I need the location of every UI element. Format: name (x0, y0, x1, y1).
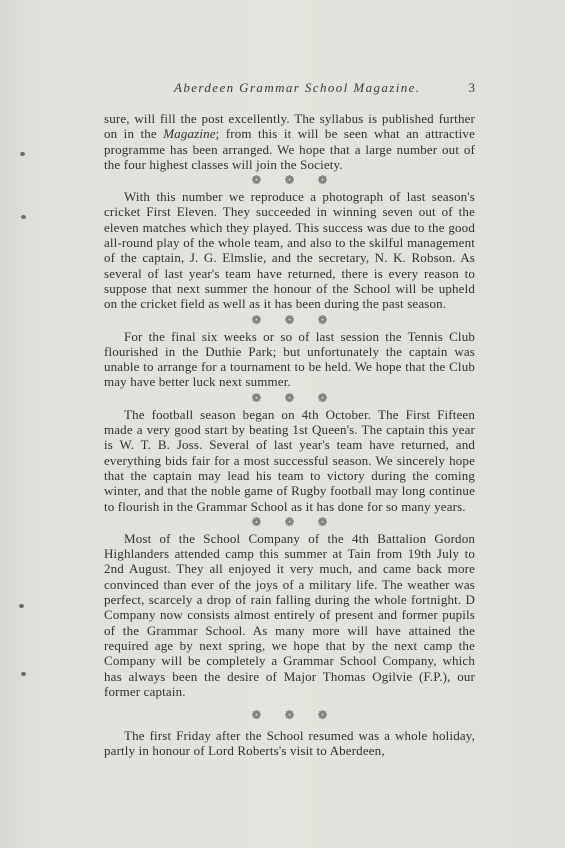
paragraph-football: The football season began on 4th October. The First Fifteen made a very good start by beating 1st Queen's. The captain this year is W. T. B. Joss. Several of last year's team have returned, and everything bids fair for a most successful season. We sincerely hope that the captain may lead his team to victory during the coming winter, and that the noble game of Rugby football may long continue to flourish in the Grammar School as it has done for so many years. (104, 406, 475, 514)
margin-mark (20, 152, 25, 156)
section-ornament: ❁ ❁ ❁ (251, 312, 338, 327)
magazine-italic: Magazine (163, 126, 216, 142)
paragraph-society: sure, will fill the post excellently. The syllabus is published further on in the Magazine; from this it will be seen what an attractive programme has been arranged. We hope that a large number out of the four highest classes will join the Society. (104, 111, 475, 172)
paragraph-holiday: The first Friday after the School resumed was a whole holiday, partly in honour of Lord Roberts's visit to Aberdeen, (104, 728, 475, 759)
section-ornament: ❁ ❁ ❁ (251, 173, 338, 188)
article-body (104, 111, 475, 759)
page-number: 3 (468, 80, 475, 95)
margin-mark (19, 604, 24, 608)
margin-mark (21, 215, 26, 219)
section-ornament: ❁ ❁ ❁ (251, 708, 338, 723)
section-ornament: ❁ ❁ ❁ (251, 390, 338, 405)
margin-mark (21, 672, 26, 676)
page-header (104, 80, 475, 100)
paragraph-cricket: With this number we reproduce a photograph of last season's cricket First Eleven. They succeeded in winning seven out of the eleven matches which they played. This success was due to the good all-round play of the whole team, and also to the skilful management of the captain, J. G. Elmslie, and the secretary, N. K. Robson. As several of last year's team have returned, there is every reason to suppose that next summer the honour of the School will be upheld on the cricket field as well as it has been during the past season. (104, 189, 475, 312)
running-title: Aberdeen Grammar School Magazine. (174, 80, 421, 95)
paragraph-camp: Most of the School Company of the 4th Battalion Gordon Highlanders attended camp this summer at Tain from 19th July to 2nd August. They all enjoyed it very much, and came back more convinced than ever of the joys of a military life. The weather was perfect, scarcely a drop of rain falling during the whole fortnight. D Company now consists almost entirely of present and former pupils of the Grammar School. As many more will have attained the required age by next spring, we hope that by the next camp the Company will be completely a Grammar School Company, which has always been the desire of Major Thomas Ogilvie (F.P.), our former captain. (104, 530, 475, 699)
paragraph-tennis: For the final six weeks or so of last session the Tennis Club flourished in the Duthie Park; but unfortunately the captain was unable to arrange for a tournament to be held. We hope that the Club may have better luck next summer. (104, 328, 475, 390)
section-ornament: ❁ ❁ ❁ (251, 514, 338, 529)
